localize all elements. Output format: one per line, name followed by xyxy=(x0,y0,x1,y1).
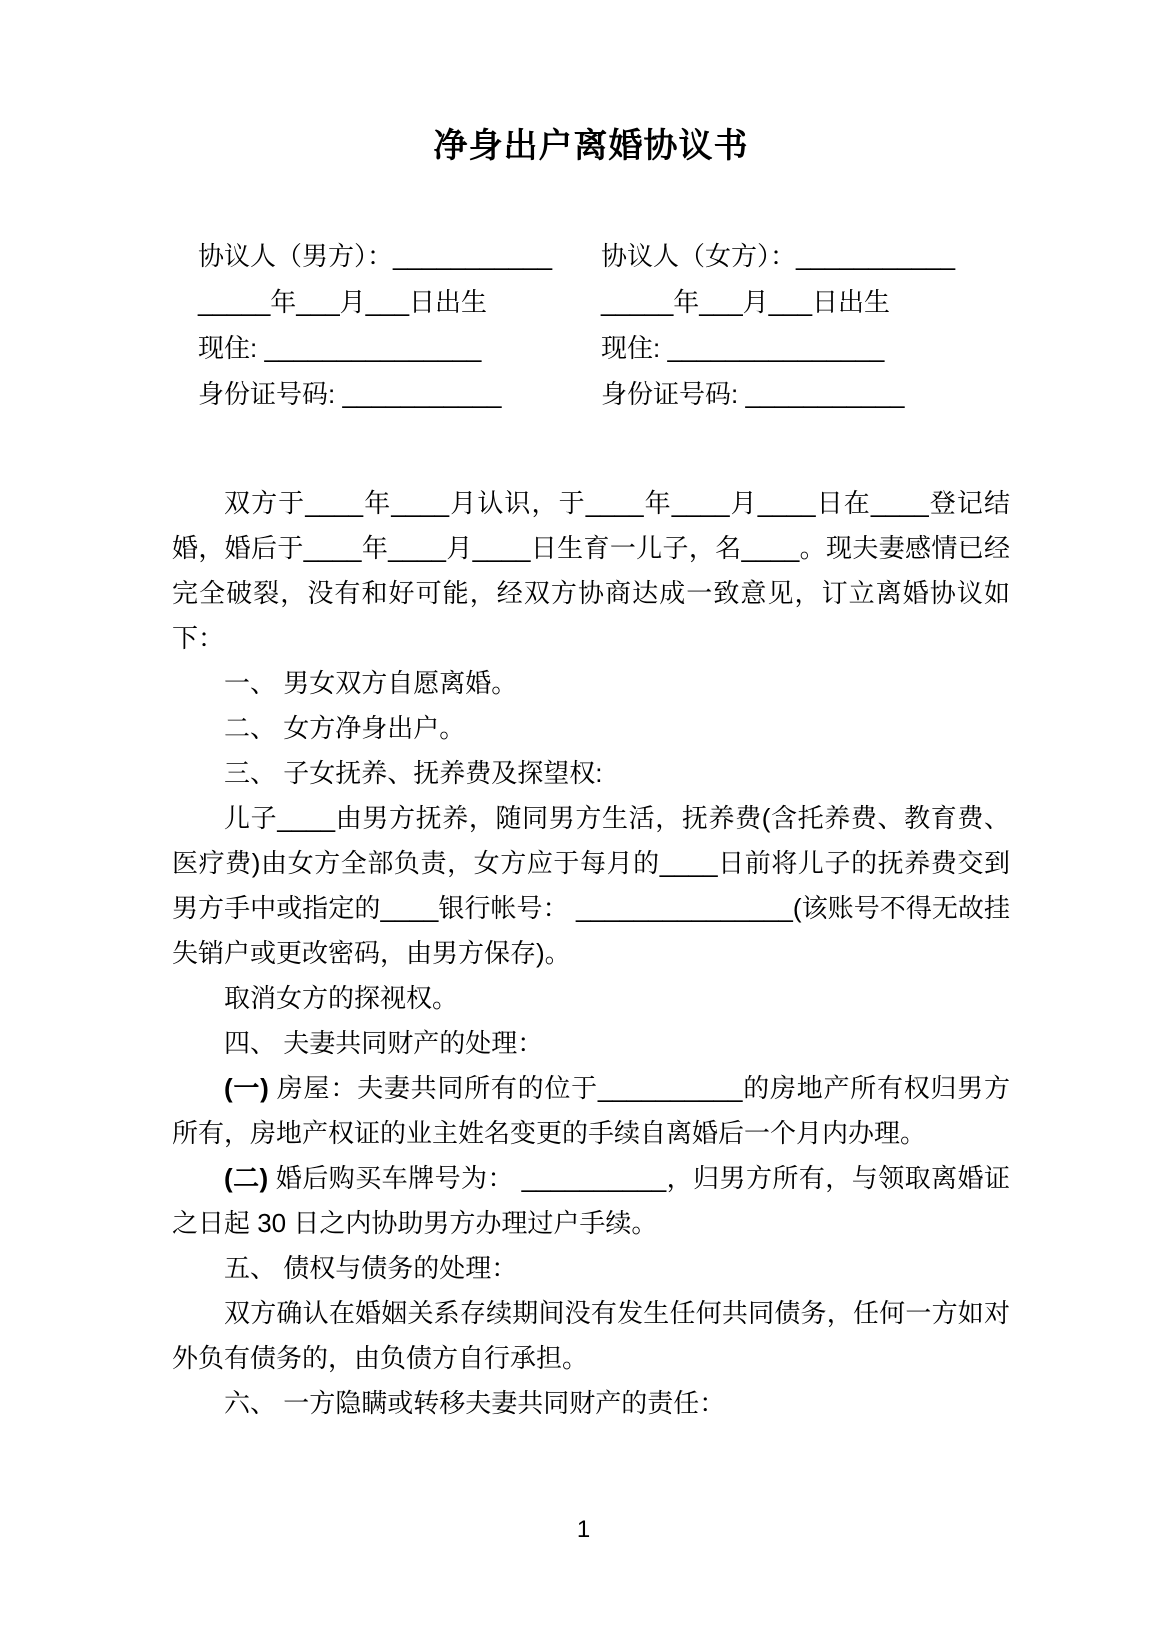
paragraph-intro xyxy=(172,481,1010,661)
paragraph-text: 六、 一方隐瞒或转移夫妻共同财产的责任： xyxy=(224,1388,726,1418)
parties-block xyxy=(198,233,1010,417)
party-line: _____年___月___日出生 xyxy=(198,287,488,317)
clause-marker: (二) xyxy=(224,1163,269,1193)
clause-2 xyxy=(172,706,1010,751)
agreement-body xyxy=(172,481,1010,1426)
paragraph-text: 取消女方的探视权。 xyxy=(224,983,459,1013)
clause-3-detail xyxy=(172,796,1010,976)
clause-1 xyxy=(172,661,1010,706)
clause-3 xyxy=(172,751,1010,796)
party-line: 协议人（女方）：___________ xyxy=(601,241,956,271)
party-line: 身份证号码: ___________ xyxy=(198,379,502,409)
clause-marker: (一) xyxy=(224,1073,269,1103)
paragraph-text: 双方确认在婚姻关系存续期间没有发生任何共同债务，任何一方如对外负有债务的，由负债方自行承担。 xyxy=(172,1298,1010,1373)
clause-4-sub-2 xyxy=(172,1156,1010,1246)
party-female xyxy=(601,233,1010,417)
paragraph-text: 儿子____由男方抚养，随同男方生活，抚养费(含托养费、教育费、医疗费)由女方全部负责，女方应于每月的____日前将儿子的抚养费交到男方手中或指定的____银行帐号： _______________(该账号不得无故挂失销户或更改密码，由男方保存)。 xyxy=(172,803,1010,968)
party-line: _____年___月___日出生 xyxy=(601,287,891,317)
paragraph-text: 双方于____年____月认识，于____年____月____日在____登记结婚，婚后于____年____月____日生育一儿子，名____。现夫妻感情已经完全破裂，没有和好可能，经双方协商达成一致意见，订立离婚协议如下： xyxy=(172,488,1010,653)
party-line: 现住: _______________ xyxy=(198,333,482,363)
paragraph-text: 婚后购买车牌号为： __________，归男方所有，与领取离婚证之日起 30 日之内协助男方办理过户手续。 xyxy=(172,1163,1010,1238)
document-content xyxy=(172,0,1010,1426)
party-line: 现住: _______________ xyxy=(601,333,885,363)
clause-4-sub-1 xyxy=(172,1066,1010,1156)
clause-5 xyxy=(172,1246,1010,1291)
party-line: 协议人（男方）：___________ xyxy=(198,241,553,271)
clause-3-visitation xyxy=(172,976,1010,1021)
party-line: 身份证号码: ___________ xyxy=(601,379,905,409)
paragraph-text: 一、 男女双方自愿离婚。 xyxy=(224,668,518,698)
paragraph-text: 二、 女方净身出户。 xyxy=(224,713,466,743)
paragraph-text: 三、 子女抚养、抚养费及探望权: xyxy=(224,758,603,788)
paragraph-text: 五、 债权与债务的处理： xyxy=(224,1253,518,1283)
page-number: 1 xyxy=(576,1516,591,1543)
document-title: 净身出户离婚协议书 xyxy=(433,127,749,165)
party-male xyxy=(198,233,601,417)
clause-4 xyxy=(172,1021,1010,1066)
clause-5-detail xyxy=(172,1291,1010,1381)
paragraph-text: 四、 夫妻共同财产的处理： xyxy=(224,1028,544,1058)
clause-6 xyxy=(172,1381,1010,1426)
paragraph-text: 房屋：夫妻共同所有的位于__________的房地产所有权归男方所有，房地产权证的业主姓名变更的手续自离婚后一个月内办理。 xyxy=(172,1073,1010,1148)
